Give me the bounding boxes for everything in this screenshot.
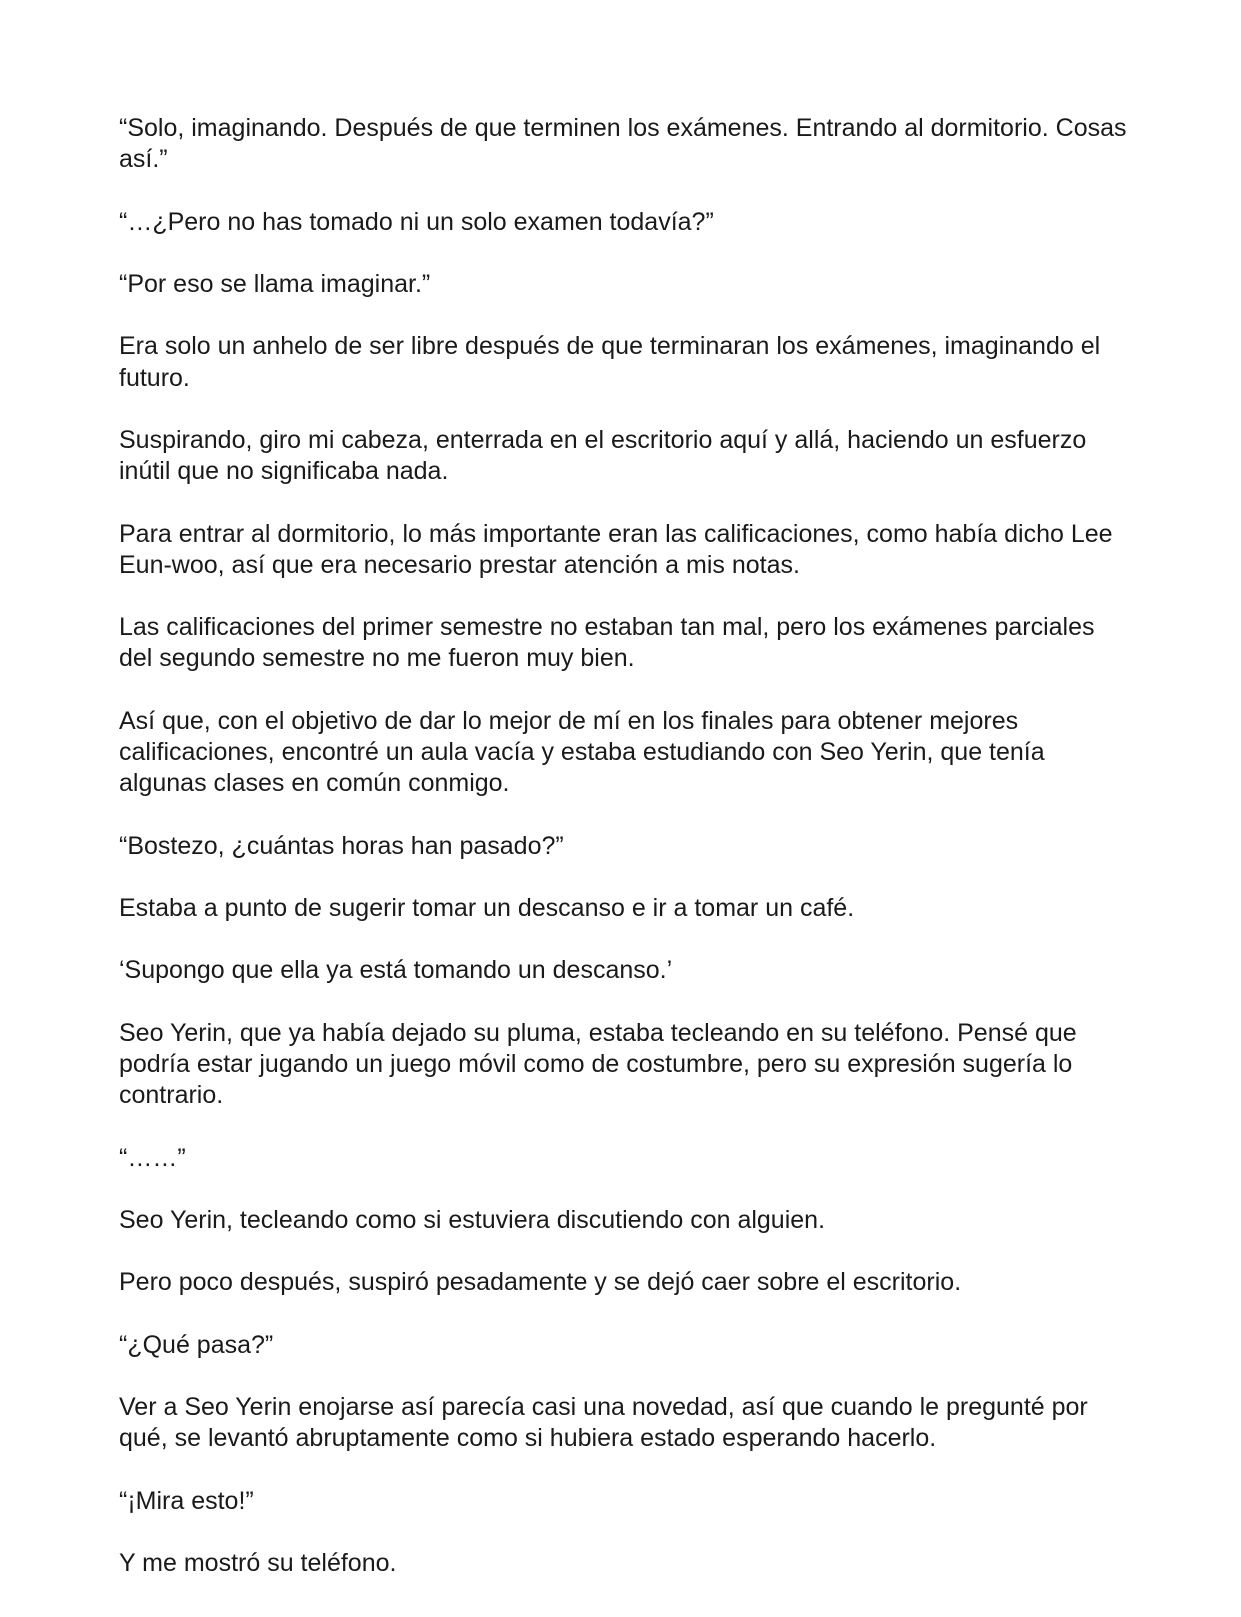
- paragraph: “……”: [119, 1143, 186, 1172]
- paragraph: Era solo un anhelo de ser libre después de que terminaran los exámenes, imaginando el futuro.: [119, 332, 1101, 392]
- paragraph: Y me mostró su teléfono.: [119, 1549, 397, 1578]
- paragraph: Seo Yerin, que ya había dejado su pluma, estaba tecleando en su teléfono. Pensé que podría estar jugando un juego móvil como de costumbre, pero su expresión sugería lo contrario.: [119, 1018, 1077, 1110]
- paragraph: Ver a Seo Yerin enojarse así parecía casi una novedad, así que cuando le pregunté por qué, se levantó abruptamente como si hubiera estado esperando hacerlo.: [119, 1393, 1088, 1453]
- paragraph: Seo Yerin, tecleando como si estuviera discutiendo con alguien.: [119, 1205, 826, 1234]
- paragraph: ‘Supongo que ella ya está tomando un descanso.’: [119, 956, 673, 985]
- paragraph: Para entrar al dormitorio, lo más importante eran las calificaciones, como había dicho Lee Eun-woo, así que era necesario prestar atención a mis notas.: [119, 519, 1113, 579]
- paragraph: Pero poco después, suspiró pesadamente y se dejó caer sobre el escritorio.: [119, 1268, 962, 1297]
- paragraph: “¡Mira esto!”: [119, 1486, 254, 1515]
- paragraph: Así que, con el objetivo de dar lo mejor de mí en los finales para obtener mejores calificaciones, encontré un aula vacía y estaba estudiando con Seo Yerin, que tenía algunas clases en común conmigo.: [119, 706, 1045, 798]
- paragraph: Suspirando, giro mi cabeza, enterrada en el escritorio aquí y allá, haciendo un esfuerzo inútil que no significaba nada.: [119, 425, 1087, 486]
- paragraph: “¿Qué pasa?”: [119, 1330, 274, 1359]
- paragraph: “Solo, imaginando. Después de que terminen los exámenes. Entrando al dormitorio. Cosas así.”: [119, 114, 1127, 174]
- paragraph: “Por eso se llama imaginar.”: [119, 269, 431, 298]
- paragraph: Las calificaciones del primer semestre no estaban tan mal, pero los exámenes parciales del segundo semestre no me fueron muy bien.: [119, 613, 1095, 673]
- paragraph: “…¿Pero no has tomado ni un solo examen todavía?”: [119, 207, 714, 236]
- paragraph: “Bostezo, ¿cuántas horas han pasado?”: [119, 831, 564, 860]
- document-body: [119, 113, 1129, 1610]
- paragraph: Estaba a punto de sugerir tomar un descanso e ir a tomar un café.: [119, 893, 855, 922]
